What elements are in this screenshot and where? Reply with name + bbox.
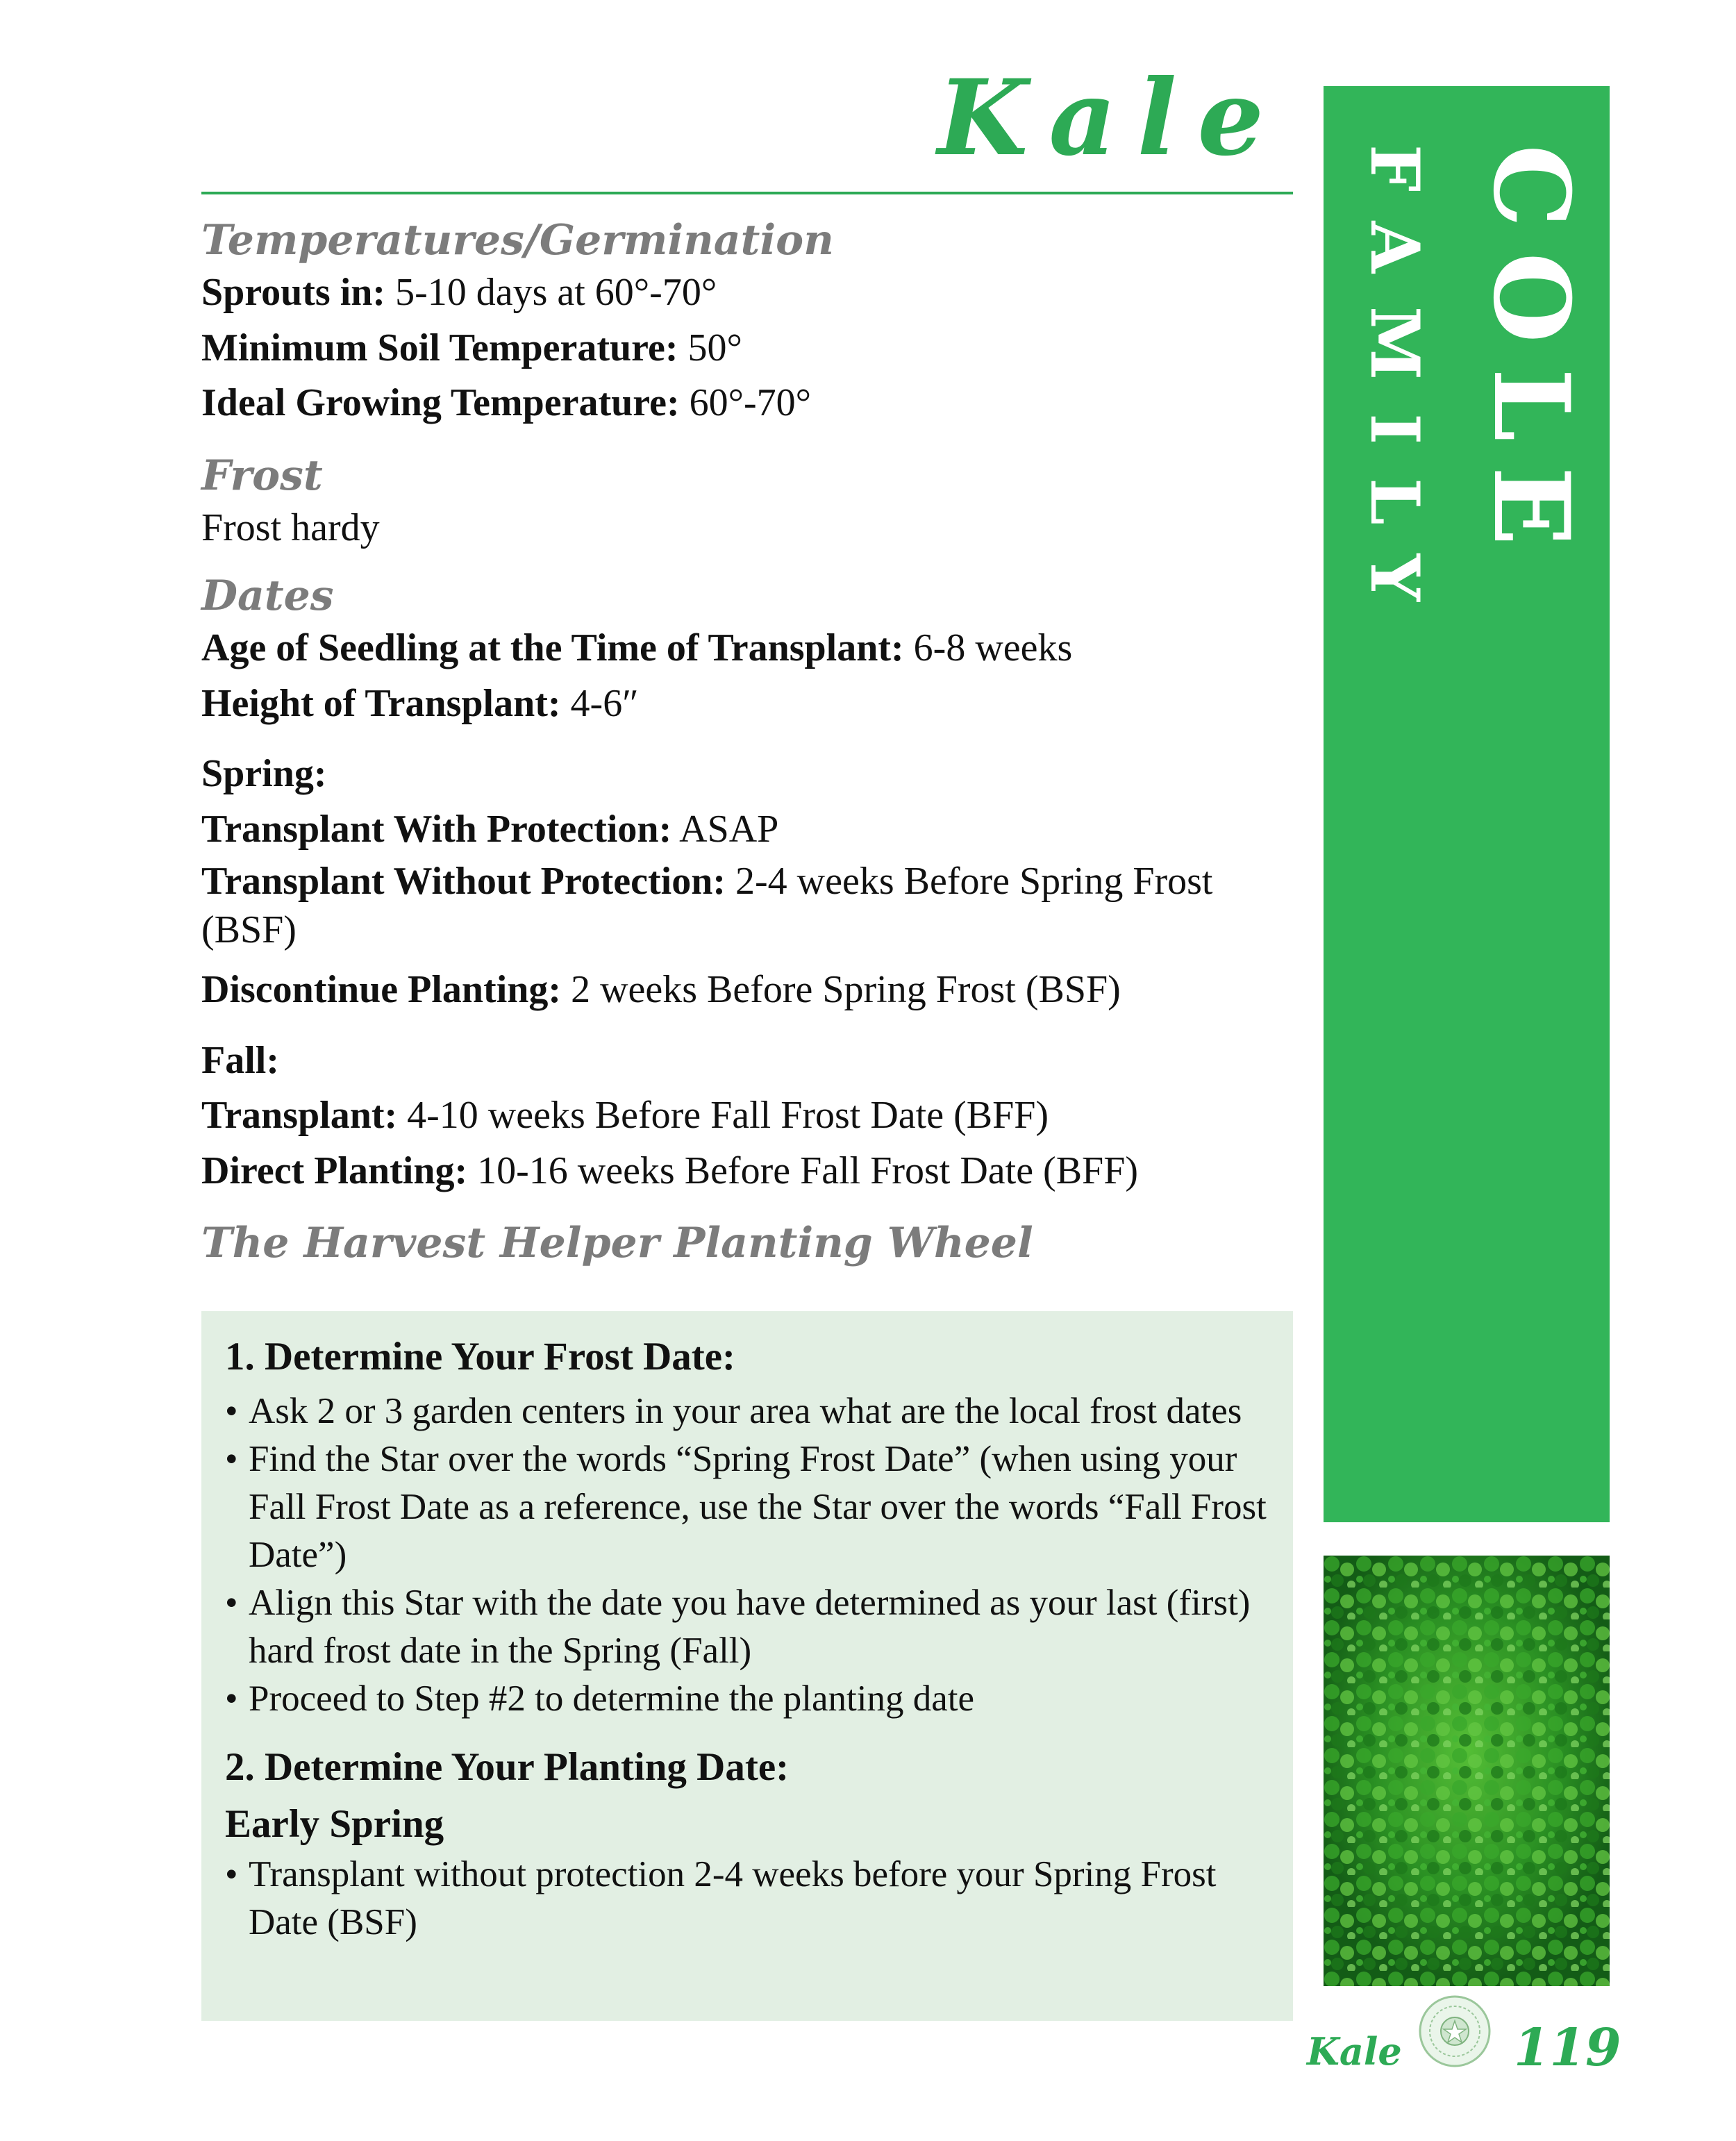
with-protection-line: [201, 802, 1299, 858]
title-rule: [201, 192, 1293, 194]
fall-transplant-value: 4-10 weeks Before Fall Frost Date (BFF): [407, 1094, 1049, 1138]
bullet-text: Ask 2 or 3 garden centers in your area what are the local frost dates: [249, 1391, 1242, 1432]
discontinue-value: 2 weeks Before Spring Frost (BSF): [571, 968, 1121, 1012]
ideal-temp-value: 60°-70°: [689, 381, 812, 425]
harvest-wheel-logo-icon: [1418, 1994, 1492, 2068]
without-protection-value: 2-4 weeks Before Spring Frost (BSF): [201, 860, 1213, 952]
ideal-temp-label: Ideal Growing Temperature:: [201, 381, 680, 425]
bullet-text: Transplant without protection 2-4 weeks before your Spring Frost Date (BSF): [249, 1854, 1217, 1943]
list-item: [225, 1579, 1269, 1675]
fall-label: Fall:: [201, 1038, 279, 1082]
transplant-height-line: [201, 676, 1299, 732]
footer-crop-name: Kale: [1307, 2029, 1402, 2074]
ideal-temp-line: [201, 376, 1299, 431]
bullet-text: Align this Star with the date you have determined as your last (first) hard frost date in the Spring (Fall): [249, 1582, 1251, 1671]
kale-photo: [1324, 1556, 1610, 1986]
transplant-height-value: 4-6″: [570, 681, 639, 725]
without-protection-label: Transplant Without Protection:: [201, 860, 726, 903]
section-heading-wheel: The Harvest Helper Planting Wheel: [201, 1219, 1033, 1268]
step-2-heading: 2. Determine Your Planting Date:: [225, 1744, 790, 1789]
with-protection-value: ASAP: [679, 807, 779, 851]
seedling-age-label: Age of Seedling at the Time of Transplant:: [201, 626, 904, 670]
with-protection-label: Transplant With Protection:: [201, 807, 672, 851]
sidebar-cole-text: COLE: [1470, 144, 1592, 571]
planting-wheel-box: [201, 1311, 1293, 2021]
discontinue-label: Discontinue Planting:: [201, 968, 562, 1012]
step-1-heading: 1. Determine Your Frost Date:: [225, 1335, 735, 1378]
transplant-height-label: Height of Transplant:: [201, 681, 561, 725]
bullet-icon: •: [225, 1391, 238, 1432]
sprouts-label: Sprouts in:: [201, 271, 386, 314]
fall-transplant-label: Transplant:: [201, 1094, 398, 1138]
min-soil-label: Minimum Soil Temperature:: [201, 326, 678, 369]
seedling-age-value: 6-8 weeks: [913, 626, 1073, 670]
sidebar-family-text: FAMILY: [1355, 144, 1434, 635]
spring-label: Spring:: [201, 752, 327, 796]
early-spring-heading: Early Spring: [225, 1802, 444, 1847]
main-content: [201, 215, 1299, 1268]
frost-value: Frost hardy: [201, 506, 380, 549]
without-protection-line: [201, 857, 1299, 954]
fall-transplant-line: [201, 1088, 1299, 1144]
section-heading-temperatures: Temperatures/Germination: [201, 216, 834, 265]
page-number: 119: [1514, 2018, 1621, 2078]
spring-label-line: [201, 747, 1299, 802]
direct-planting-value: 10-16 weeks Before Fall Frost Date (BFF): [477, 1149, 1138, 1192]
min-soil-line: [201, 321, 1299, 376]
sprouts-value: 5-10 days at 60°-70°: [395, 271, 717, 314]
seedling-age-line: [201, 621, 1299, 676]
bullet-icon: •: [225, 1854, 238, 1895]
list-item: [225, 1388, 1269, 1435]
bullet-icon: •: [225, 1582, 238, 1623]
bullet-text: Find the Star over the words “Spring Frost Date” (when using your Fall Frost Date as a reference, use the Star over the words “Fall Frost Date”): [249, 1439, 1267, 1576]
list-item: [225, 1435, 1269, 1579]
bullet-text: Proceed to Step #2 to determine the planting date: [249, 1678, 974, 1719]
section-heading-dates: Dates: [201, 572, 334, 621]
sprouts-line: [201, 265, 1299, 321]
bullet-icon: •: [225, 1439, 238, 1480]
discontinue-line: [201, 963, 1299, 1018]
min-soil-value: 50°: [687, 326, 742, 369]
direct-planting-label: Direct Planting:: [201, 1149, 468, 1192]
direct-planting-line: [201, 1144, 1299, 1199]
section-heading-frost: Frost: [201, 451, 323, 500]
bullet-icon: •: [225, 1678, 238, 1719]
list-item: [225, 1851, 1269, 1947]
page-title: Kale: [937, 57, 1285, 179]
list-item: [225, 1675, 1269, 1723]
fall-label-line: [201, 1033, 1299, 1089]
